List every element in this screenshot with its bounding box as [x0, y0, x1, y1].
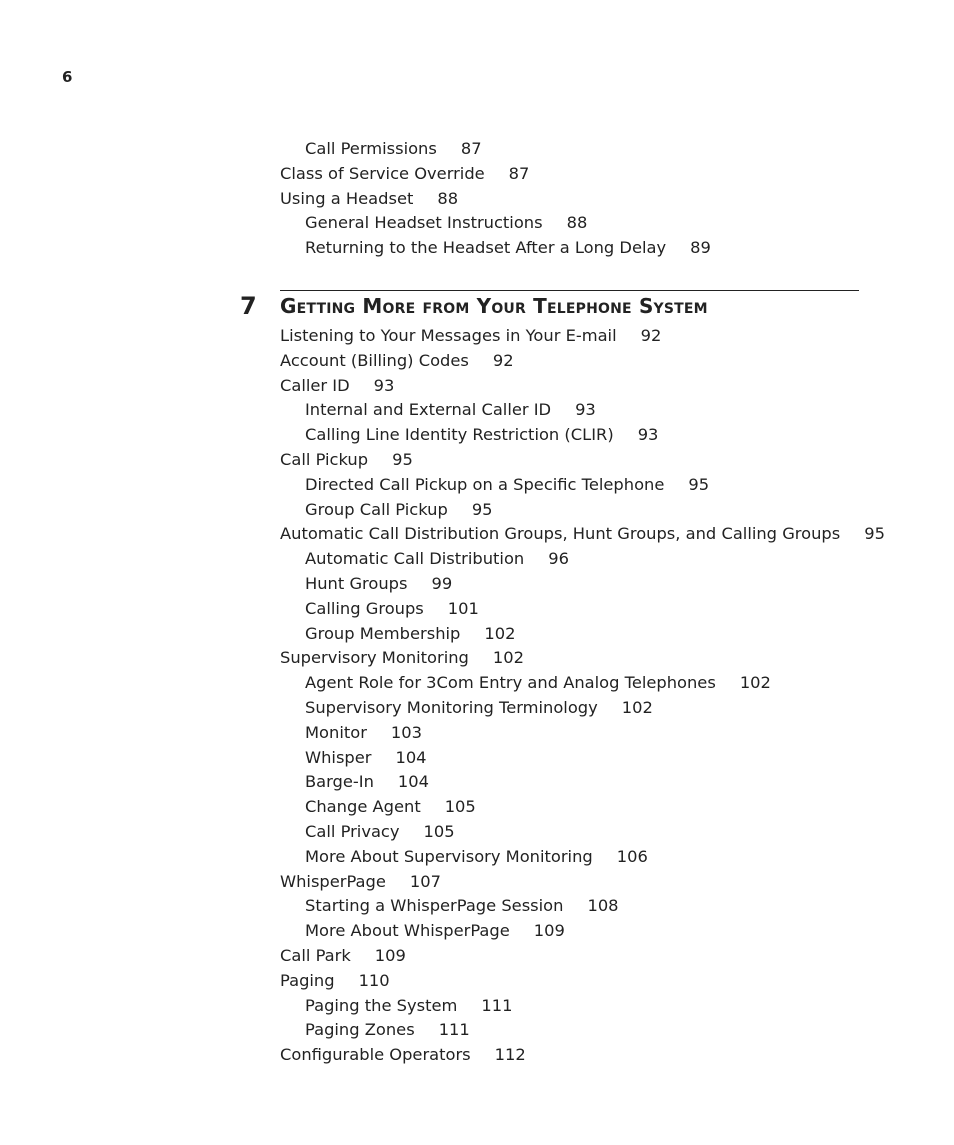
toc-entry-page: 112	[494, 1045, 526, 1065]
toc-entry-page: 101	[447, 598, 479, 618]
page-number: 6	[62, 68, 73, 86]
toc-entry-page: 104	[395, 747, 427, 767]
toc-entry-title: Starting a WhisperPage Session	[305, 896, 564, 916]
toc-entry-page: 93	[373, 375, 395, 395]
toc-entry[interactable]	[280, 647, 524, 669]
toc-entry-title: Agent Role for 3Com Entry and Analog Telephones	[305, 673, 716, 693]
toc-entry-title: Hunt Groups	[305, 574, 408, 593]
toc-entry-title: Configurable Operators	[280, 1045, 471, 1065]
toc-entry-page: 107	[409, 871, 441, 891]
toc-entry-page: 95	[688, 474, 710, 494]
toc-entry-page: 111	[481, 995, 513, 1015]
toc-entry-page: 109	[374, 946, 406, 965]
toc-entry-title: Automatic Call Distribution Groups, Hunt Groups, and Calling Groups	[280, 524, 841, 544]
toc-entry[interactable]	[280, 871, 441, 893]
toc-entry-page: 110	[358, 970, 390, 990]
toc-entry-title: Change Agent	[305, 797, 421, 817]
toc-entry-page: 92	[492, 350, 514, 370]
toc-entry-page: 95	[471, 499, 493, 519]
toc-entry[interactable]	[305, 598, 479, 620]
toc-entry-page: 89	[690, 238, 711, 258]
toc-entry[interactable]	[305, 920, 565, 942]
toc-entry-title: Barge-In	[305, 772, 374, 792]
toc-entry[interactable]	[305, 747, 427, 769]
toc-entry[interactable]	[280, 945, 406, 967]
toc-entry[interactable]	[305, 796, 476, 818]
toc-entry[interactable]	[280, 163, 529, 185]
toc-entry-title: More About Supervisory Monitoring	[305, 846, 593, 866]
toc-entry[interactable]	[305, 212, 587, 234]
toc-entry[interactable]	[280, 1044, 526, 1066]
toc-entry[interactable]	[305, 237, 711, 259]
toc-entry-page: 88	[437, 188, 459, 208]
toc-entry[interactable]	[305, 399, 596, 421]
toc-entry-title: Call Park	[280, 946, 351, 965]
toc-entry-page: 105	[423, 822, 455, 841]
toc-entry-title: Account (Billing) Codes	[280, 350, 469, 370]
toc-entry-page: 93	[575, 400, 596, 420]
toc-entry-page: 103	[390, 722, 422, 742]
toc-entry[interactable]	[305, 821, 455, 843]
toc-entry-page: 96	[548, 549, 569, 569]
toc-entry[interactable]	[280, 188, 458, 210]
toc-entry-title: Directed Call Pickup on a Specific Telephone	[305, 474, 665, 494]
toc-entry-page: 105	[444, 797, 476, 817]
toc-entry[interactable]	[280, 375, 394, 397]
toc-entry[interactable]	[305, 424, 658, 446]
chapter-number: 7	[240, 292, 257, 320]
toc-entry[interactable]	[280, 523, 885, 545]
toc-entry[interactable]	[305, 995, 512, 1017]
toc-entry-title: Paging the System	[305, 995, 458, 1015]
toc-entry-page: 95	[864, 524, 885, 544]
toc-entry[interactable]	[280, 350, 514, 372]
toc-entry[interactable]	[305, 846, 648, 868]
toc-entry[interactable]	[280, 449, 413, 471]
toc-entry[interactable]	[305, 697, 653, 719]
toc-entry-page: 95	[392, 450, 413, 469]
toc-entry[interactable]	[280, 325, 661, 347]
toc-entry-title: Class of Service Override	[280, 163, 485, 183]
toc-entry-title: Group Call Pickup	[305, 499, 448, 519]
toc-entry-title: Supervisory Monitoring Terminology	[305, 698, 598, 717]
toc-entry-page: 102	[484, 623, 516, 643]
toc-entry-page: 102	[492, 648, 524, 668]
toc-entry-title: Calling Groups	[305, 598, 424, 618]
toc-entry-page: 106	[616, 846, 648, 866]
toc-entry-page: 109	[533, 921, 565, 941]
toc-entry[interactable]	[305, 548, 569, 570]
toc-entry-page: 93	[637, 425, 659, 445]
toc-entry-page: 99	[431, 574, 453, 593]
toc-entry-title: Supervisory Monitoring	[280, 648, 469, 668]
toc-entry[interactable]	[305, 1019, 470, 1041]
toc-entry-title: More About WhisperPage	[305, 921, 510, 941]
toc-entry-title: Call Privacy	[305, 822, 400, 841]
toc-entry-page: 87	[508, 163, 530, 183]
toc-entry[interactable]	[305, 499, 493, 521]
toc-entry-page: 102	[739, 673, 771, 693]
toc-entry[interactable]	[305, 573, 452, 595]
toc-entry[interactable]	[305, 722, 422, 744]
toc-entry-page: 108	[587, 896, 619, 916]
toc-entry-title: Calling Line Identity Restriction (CLIR)	[305, 425, 614, 445]
chapter-divider	[280, 290, 859, 291]
toc-entry-title: Returning to the Headset After a Long Delay	[305, 238, 667, 258]
toc-entry-page: 92	[640, 326, 662, 345]
toc-entry-title: Using a Headset	[280, 188, 414, 208]
toc-entry[interactable]	[305, 672, 771, 694]
toc-entry-title: WhisperPage	[280, 871, 386, 891]
toc-entry-title: Call Pickup	[280, 450, 369, 469]
toc-entry-title: Internal and External Caller ID	[305, 400, 552, 420]
toc-entry[interactable]	[305, 138, 482, 160]
toc-entry-page: 104	[397, 772, 429, 792]
toc-entry-title: Caller ID	[280, 375, 350, 395]
toc-entry[interactable]	[305, 623, 515, 645]
toc-entry-title: Automatic Call Distribution	[305, 549, 525, 569]
toc-entry-title: Whisper	[305, 747, 372, 767]
toc-entry[interactable]	[280, 970, 390, 992]
chapter-title[interactable]: Getting More from Your Telephone System	[280, 294, 708, 318]
toc-entry-title: Call Permissions	[305, 139, 437, 158]
toc-entry-page: 88	[566, 213, 588, 233]
toc-entry-title: Listening to Your Messages in Your E-mail	[280, 326, 617, 345]
toc-entry-page: 87	[460, 139, 482, 158]
toc-entry[interactable]	[305, 895, 619, 917]
toc-entry[interactable]	[305, 771, 429, 793]
toc-entry-page: 102	[621, 698, 653, 717]
toc-entry-title: Group Membership	[305, 623, 461, 643]
toc-entry[interactable]	[305, 474, 709, 496]
toc-entry-page: 111	[438, 1020, 470, 1040]
toc-entry-title: General Headset Instructions	[305, 213, 543, 233]
toc-entry-title: Paging	[280, 970, 335, 990]
toc-entry-title: Monitor	[305, 722, 367, 742]
toc-entry-title: Paging Zones	[305, 1020, 415, 1040]
